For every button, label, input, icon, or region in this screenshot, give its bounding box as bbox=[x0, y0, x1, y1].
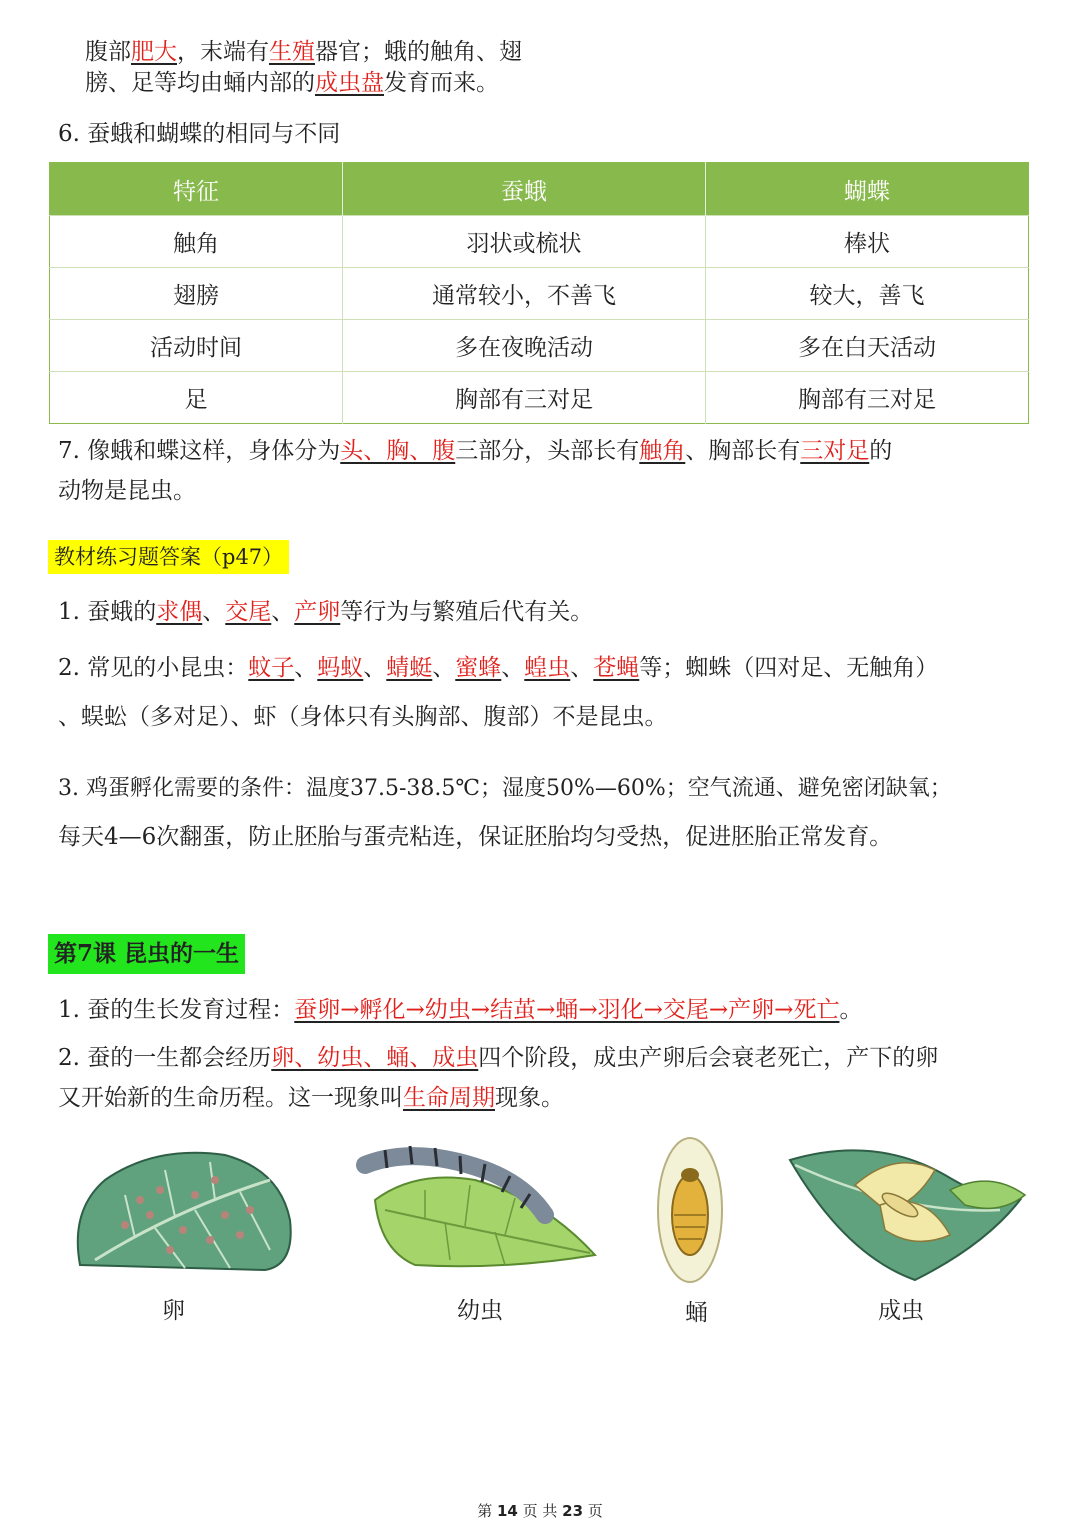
item-7-line-1: 7. 像蛾和蝶这样，身体分为头、胸、腹三部分，头部长有触角、胸部长有三对足的 bbox=[58, 438, 893, 464]
table-cell: 胸部有三对足 bbox=[706, 372, 1029, 424]
caption-adult: 成虫 bbox=[878, 1298, 924, 1324]
keyword: 蚕卵→孵化→幼虫→结茧→蛹→羽化→交尾→产卵→死亡 bbox=[294, 997, 840, 1023]
table-cell: 活动时间 bbox=[50, 320, 343, 372]
keyword: 蚂蚁 bbox=[317, 655, 364, 681]
table-cell: 通常较小，不善飞 bbox=[343, 268, 706, 320]
keyword: 头、胸、腹 bbox=[340, 438, 456, 464]
table-cell: 羽状或梳状 bbox=[343, 216, 706, 268]
table-cell: 触角 bbox=[50, 216, 343, 268]
table-cell: 胸部有三对足 bbox=[343, 372, 706, 424]
table-row bbox=[50, 268, 1029, 320]
table-row bbox=[50, 372, 1029, 424]
table-header: 蚕蛾 bbox=[343, 163, 706, 216]
keyword: 求偶 bbox=[156, 599, 203, 625]
keyword: 成虫盘 bbox=[315, 70, 384, 96]
egg-on-leaf-illustration bbox=[65, 1140, 305, 1285]
item-6-heading: 6. 蚕蛾和蝴蝶的相同与不同 bbox=[58, 121, 341, 147]
page-total: 23 bbox=[562, 1502, 584, 1520]
lesson-heading: 第7课 昆虫的一生 bbox=[48, 934, 245, 974]
answer-2-line-2: 、蜈蚣（多对足）、虾（身体只有头胸部、腹部）不是昆虫。 bbox=[58, 704, 668, 730]
page-number: 14 bbox=[496, 1502, 518, 1520]
caption-pupa: 蛹 bbox=[685, 1300, 708, 1326]
item-7-line-2: 动物是昆虫。 bbox=[58, 478, 196, 504]
keyword: 卵、幼虫、蛹、成虫 bbox=[271, 1045, 479, 1071]
table-row bbox=[50, 216, 1029, 268]
answers-heading: 教材练习题答案（p47） bbox=[48, 540, 289, 574]
keyword: 三对足 bbox=[800, 438, 870, 464]
keyword: 蚊子 bbox=[248, 655, 295, 681]
keyword: 肥大 bbox=[131, 39, 177, 65]
keyword: 蜜蜂 bbox=[455, 655, 502, 681]
table-row bbox=[50, 320, 1029, 372]
answer-3-line-1: 3. 鸡蛋孵化需要的条件：温度37.5-38.5℃；湿度50%—60%；空气流通、避免密闭缺氧； bbox=[58, 776, 952, 801]
larva-on-leaf-illustration bbox=[355, 1140, 600, 1285]
keyword: 蝗虫 bbox=[524, 655, 571, 681]
keyword: 蜻蜓 bbox=[386, 655, 433, 681]
lesson-item-2-line-1: 2. 蚕的一生都会经历卵、幼虫、蛹、成虫四个阶段，成虫产卵后会衰老死亡，产下的卵 bbox=[58, 1045, 939, 1071]
intro-line-2: 膀、足等均由蛹内部的成虫盘发育而来。 bbox=[85, 70, 499, 96]
table-header: 蝴蝶 bbox=[706, 163, 1029, 216]
answer-1: 1. 蚕蛾的求偶、交尾、产卵等行为与繁殖后代有关。 bbox=[58, 599, 594, 625]
keyword: 触角 bbox=[639, 438, 686, 464]
keyword: 交尾 bbox=[225, 599, 272, 625]
table-cell: 棒状 bbox=[706, 216, 1029, 268]
lesson-item-2-line-2: 又开始新的生命历程。这一现象叫生命周期现象。 bbox=[58, 1085, 564, 1111]
pupa-illustration bbox=[655, 1135, 725, 1285]
table-cell: 多在夜晚活动 bbox=[343, 320, 706, 372]
table-cell: 多在白天活动 bbox=[706, 320, 1029, 372]
caption-larva: 幼虫 bbox=[457, 1298, 503, 1324]
table-cell: 翅膀 bbox=[50, 268, 343, 320]
comparison-table bbox=[49, 162, 1029, 424]
lesson-item-1: 1. 蚕的生长发育过程：蚕卵→孵化→幼虫→结茧→蛹→羽化→交尾→产卵→死亡。 bbox=[58, 997, 863, 1023]
keyword: 苍蝇 bbox=[593, 655, 640, 681]
table-header-row bbox=[50, 163, 1029, 216]
table-header: 特征 bbox=[50, 163, 343, 216]
keyword: 生殖 bbox=[269, 39, 315, 65]
keyword: 产卵 bbox=[294, 599, 341, 625]
keyword: 生命周期 bbox=[403, 1085, 495, 1111]
answer-2-line-1: 2. 常见的小昆虫：蚊子、蚂蚁、蜻蜓、蜜蜂、蝗虫、苍蝇等；蜘蛛（四对足、无触角） bbox=[58, 655, 939, 681]
page-footer: 第 14 页 共 23 页 bbox=[477, 1502, 603, 1520]
table-cell: 较大，善飞 bbox=[706, 268, 1029, 320]
answer-3-line-2: 每天4—6次翻蛋，防止胚胎与蛋壳粘连，保证胚胎均匀受热，促进胚胎正常发育。 bbox=[58, 824, 893, 850]
intro-line-1: 腹部肥大，末端有生殖器官；蛾的触角、翅 bbox=[85, 39, 522, 65]
caption-egg: 卵 bbox=[162, 1298, 185, 1324]
table-cell: 足 bbox=[50, 372, 343, 424]
adult-moth-on-leaf-illustration bbox=[785, 1135, 1030, 1285]
